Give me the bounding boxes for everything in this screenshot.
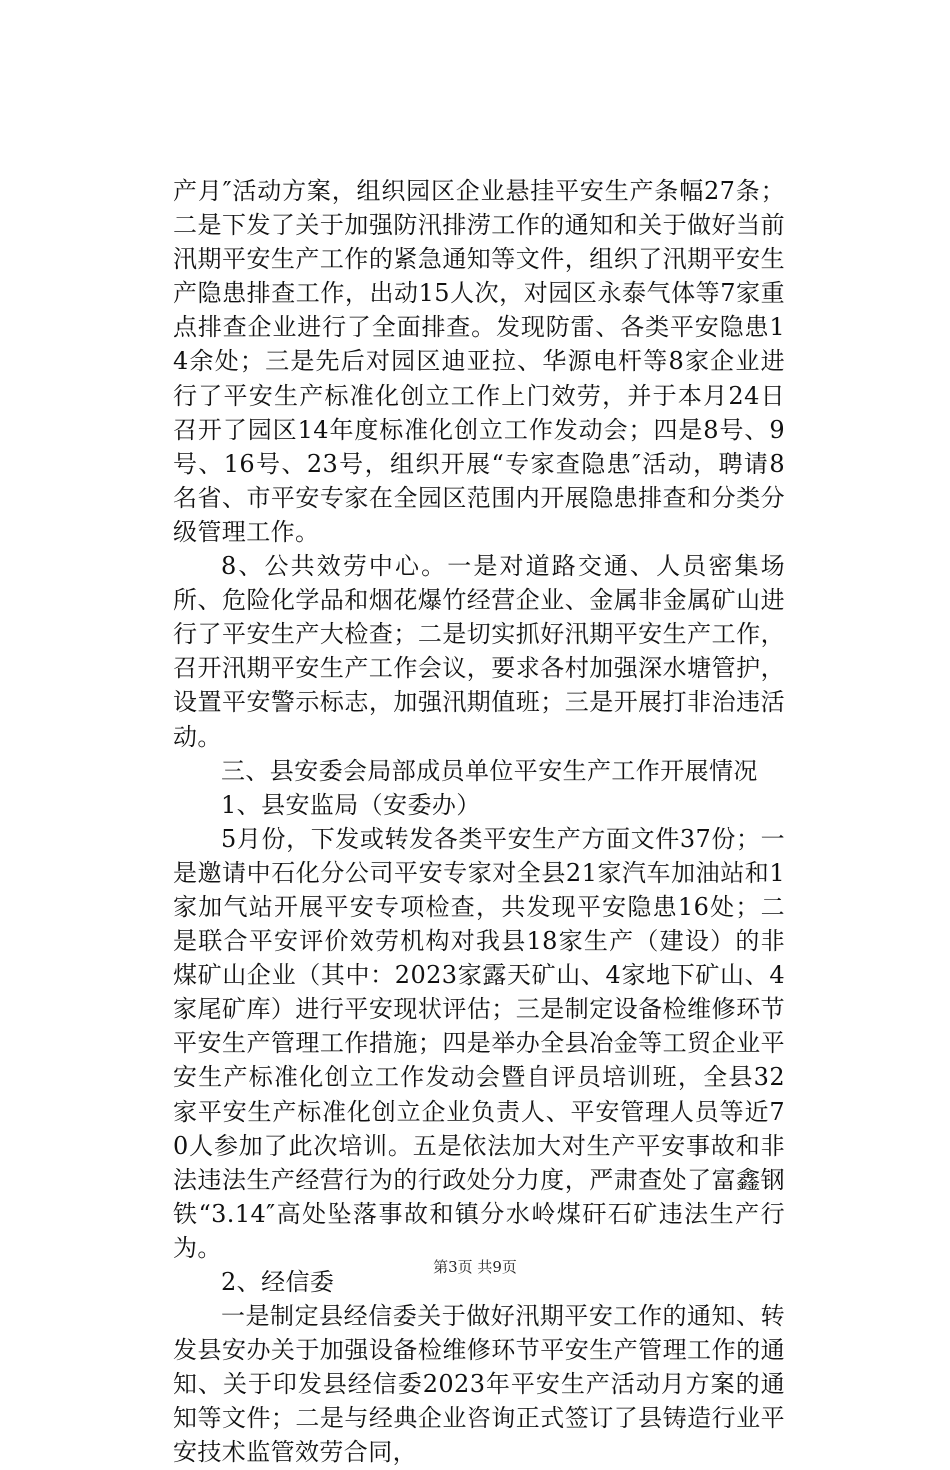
paragraph-public-service-center: 8、公共效劳中心。一是对道路交通、人员密集场所、危险化学品和烟花爆竹经营企业、金属非金属矿山进行了平安生产大检查；二是切实抓好汛期平安生产工作，召开汛期平安生产工作会议，要求各村加强深水塘管护，设置平安警示标志，加强汛期值班；三是开展打非治违活动。 bbox=[173, 552, 785, 751]
paragraph-safety-bureau: 5月份，下发或转发各类平安生产方面文件37份；一是邀请中石化分公司平安专家对全县21家汽车加油站和1家加气站开展平安专项检查，共发现平安隐患16处；二是联合平安评价效劳机构对我县18家生产（建设）的非煤矿山企业（其中：2023家露天矿山、4家地下矿山、4家尾矿库）进行平安现状评估；三是制定设备检维修环节平安生产管理工作措施；四是举办全县冶金等工贸企业平安生产标准化创立工作发动会暨自评员培训班，全县32家平安生产标准化创立企业负责人、平安管理人员等近70人参加了此次培训。五是依法加大对生产平安事故和非法违法生产经营行为的行政处分力度，严肃查处了富鑫钢铁“3.14″高处坠落事故和镇分水岭煤矸石矿违法生产行为。 bbox=[173, 824, 785, 1262]
paragraph-park-work-continued: 产月″活动方案，组织园区企业悬挂平安生产条幅27条；二是下发了关于加强防汛排涝工作的通知和关于做好当前汛期平安生产工作的紧急通知等文件，组织了汛期平安生产隐患排查工作，出动15人次，对园区永泰气体等7家重点排查企业进行了全面排查。发现防雷、各类平安隐患14余处；三是先后对园区迪亚拉、华源电杆等8家企业进行了平安生产标准化创立工作上门效劳，并于本月24日召开了园区14年度标准化创立工作发动会；四是8号、9号、16号、23号，组织开展“专家查隐患″活动，聘请8名省、市平安专家在全园区范围内开展隐患排查和分类分级管理工作。 bbox=[173, 177, 785, 546]
subheading-economic-commission: 2、经信委 bbox=[221, 1268, 335, 1296]
section-heading-member-units: 三、县安委会局部成员单位平安生产工作开展情况 bbox=[221, 756, 758, 785]
page-number-footer: 第3页 共9页 bbox=[433, 1258, 517, 1276]
subheading-safety-bureau: 1、县安监局（安委办） bbox=[221, 790, 481, 819]
paragraph-economic-commission: 一是制定县经信委关于做好汛期平安工作的通知、转发县安办关于加强设备检维修环节平安生产管理工作的通知、关于印发县经信委2023年平安生产活动月方案的通知等文件；二是与经典企业咨询正式签订了县铸造行业平安技术监管效劳合同， bbox=[173, 1302, 785, 1467]
